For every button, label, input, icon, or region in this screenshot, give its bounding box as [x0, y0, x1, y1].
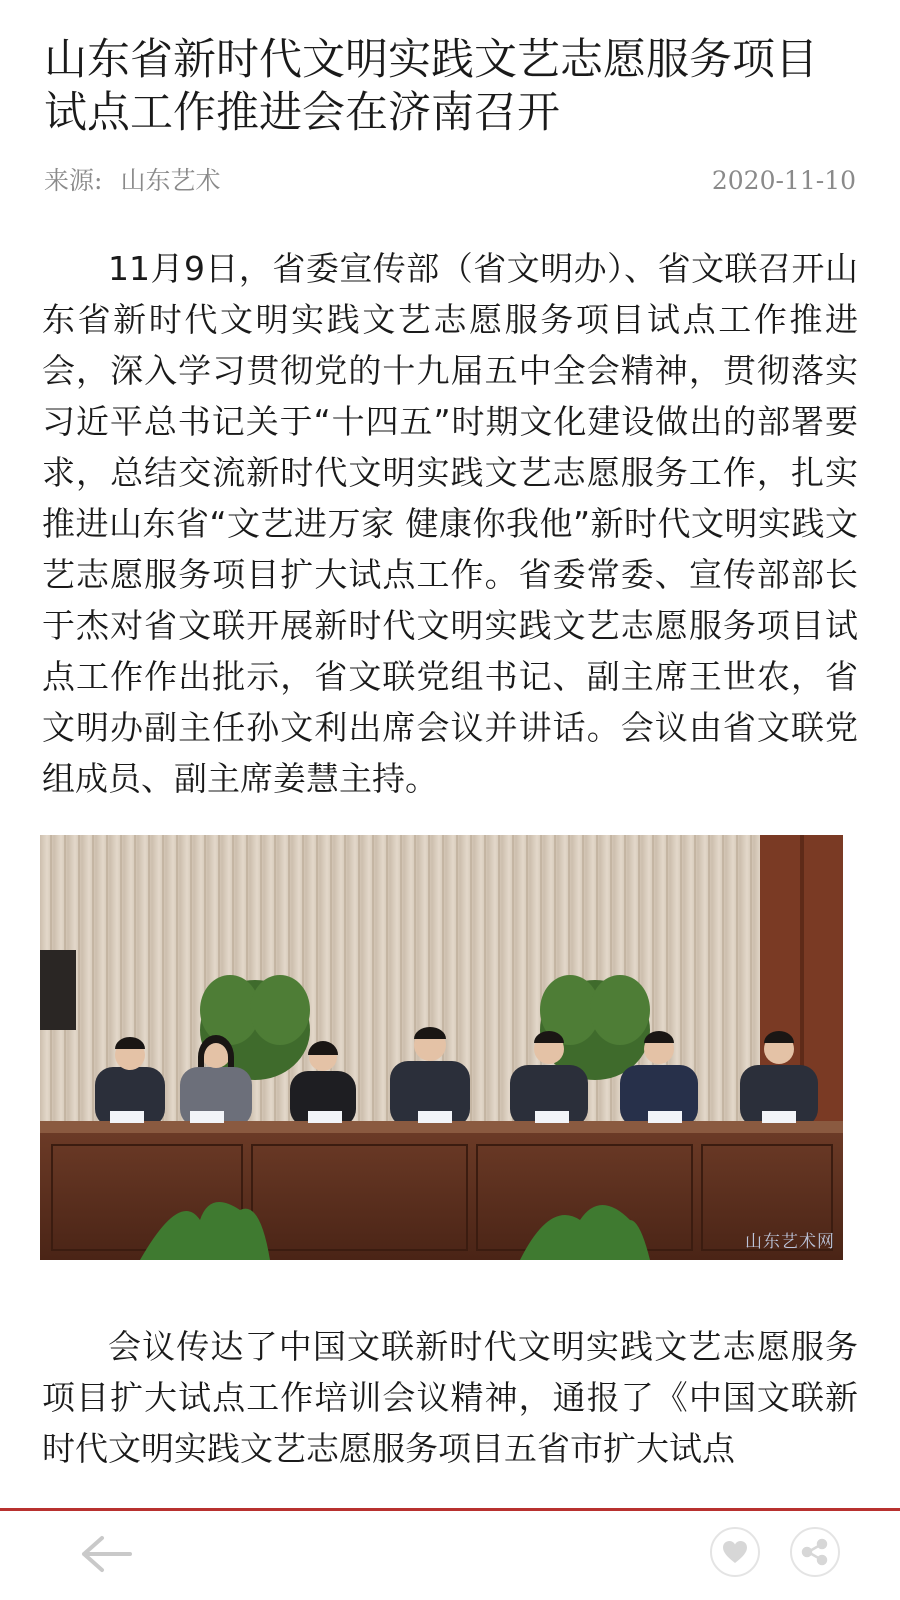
source-name[interactable]: 山东艺术 — [120, 166, 221, 195]
photo-watermark: 山东艺术网 — [745, 1232, 835, 1252]
publish-date: 2020-11-10 — [711, 166, 856, 195]
back-button[interactable] — [72, 1529, 142, 1579]
meeting-photo-illustration — [40, 835, 843, 1260]
article-photo[interactable] — [40, 835, 843, 1260]
article-paragraph: 会议传达了中国文联新时代文明实践文艺志愿服务项目扩大试点工作培训会议精神，通报了《中国文联新时代文明实践文艺志愿服务项目五省市扩大试点 — [42, 1327, 858, 1468]
heart-icon — [721, 1539, 749, 1565]
bottom-toolbar — [0, 1508, 900, 1600]
article-paragraph: 11月9日，省委宣传部（省文明办）、省文联召开山东省新时代文明实践文艺志愿服务项目试点工作推进会，深入学习贯彻党的十九届五中全会精神，贯彻落实习近平总书记关于“十四五”时期文化建设做出的部署要求，总结交流新时代文明实践文艺志愿服务工作，扎实推进山东省“文艺进万家 健康你我他”新时代文明实践文艺志愿服务项目扩大试点工作。省委常委、宣传部部长于杰对省文联开展新时代文明实践文艺志愿服务项目试点工作作出批示，省文联党组书记、副主席王世农，省文明办副主任孙文利出席会议并讲话。会议由省文联党组成员、副主席姜慧主持。 — [42, 249, 858, 798]
source-info — [44, 164, 220, 198]
article-meta — [44, 164, 856, 198]
share-icon — [801, 1538, 829, 1566]
article-title: 山东省新时代文明实践文艺志愿服务项目试点工作推进会在济南召开 — [44, 35, 818, 138]
share-button[interactable] — [790, 1527, 840, 1577]
source-label: 来源: — [44, 166, 103, 195]
arrow-left-icon — [72, 1529, 142, 1579]
like-button[interactable] — [710, 1527, 760, 1577]
